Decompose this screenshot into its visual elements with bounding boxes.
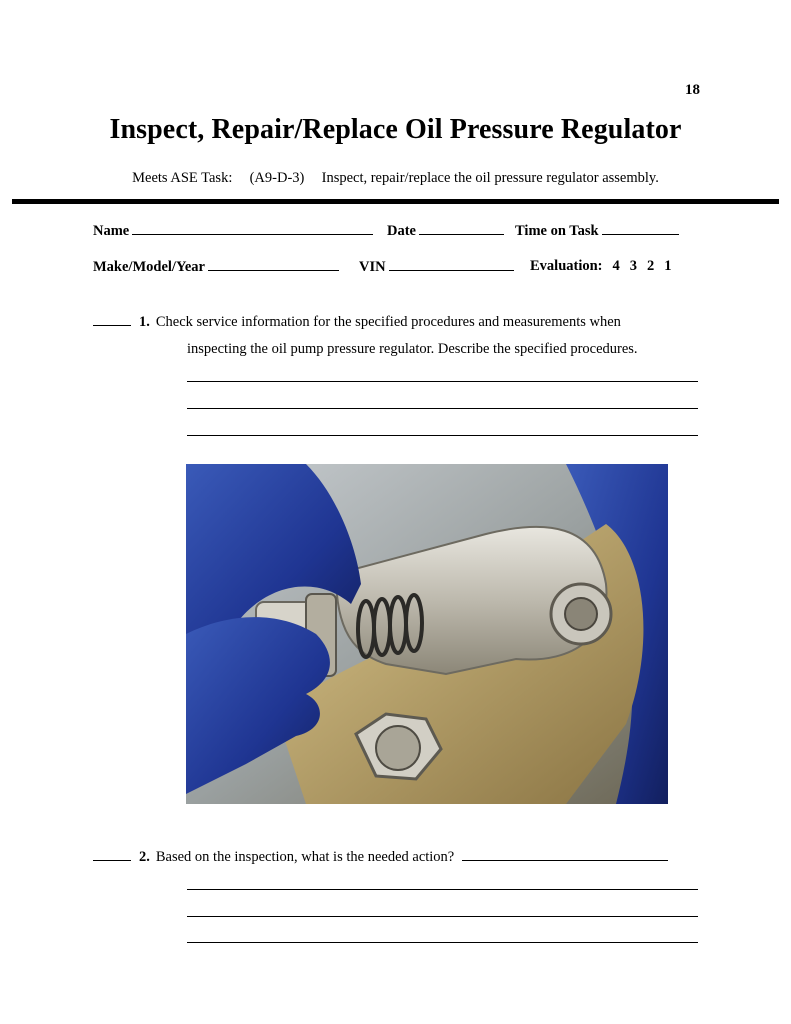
question-1-number: 1. <box>139 314 150 330</box>
ase-task-line <box>0 170 791 187</box>
vin-label: VIN <box>359 259 386 275</box>
vehicle-field[interactable] <box>93 258 339 276</box>
answer-line[interactable] <box>187 408 698 409</box>
date-label: Date <box>387 223 416 239</box>
ase-task-label: Meets ASE Task: <box>132 170 233 186</box>
time-on-task-blank[interactable] <box>602 222 679 235</box>
oil-pressure-regulator-photo <box>186 464 668 804</box>
evaluation-score-3[interactable]: 3 <box>629 258 638 274</box>
regulator-photo-illustration <box>186 464 668 804</box>
vin-blank[interactable] <box>389 258 514 271</box>
vin-field[interactable] <box>359 258 514 276</box>
answer-line[interactable] <box>187 381 698 382</box>
question-1 <box>93 313 621 331</box>
evaluation-score-2[interactable]: 2 <box>647 258 655 274</box>
answer-line[interactable] <box>187 435 698 436</box>
question-2-number: 2. <box>139 849 150 865</box>
page-number: 18 <box>685 82 700 98</box>
question-2-check-blank[interactable] <box>93 848 131 861</box>
question-2-text: Based on the inspection, what is the needed action? <box>155 849 455 865</box>
date-blank[interactable] <box>419 222 504 235</box>
header-divider <box>12 199 779 204</box>
question-2 <box>93 848 668 866</box>
answer-line[interactable] <box>187 916 698 917</box>
evaluation-score-1[interactable]: 1 <box>664 258 672 274</box>
ase-task-description: Inspect, repair/replace the oil pressure regulator assembly. <box>321 170 659 186</box>
evaluation-field <box>530 258 672 275</box>
page-title: Inspect, Repair/Replace Oil Pressure Regulator <box>109 114 682 145</box>
name-label: Name <box>93 223 130 239</box>
date-field[interactable] <box>387 222 504 240</box>
question-1-check-blank[interactable] <box>93 313 131 326</box>
time-on-task-field[interactable] <box>515 222 679 240</box>
evaluation-score-4[interactable]: 4 <box>612 258 620 274</box>
name-field[interactable] <box>93 222 373 240</box>
answer-line[interactable] <box>187 889 698 890</box>
name-blank[interactable] <box>132 222 373 235</box>
vehicle-label: Make/Model/Year <box>93 259 205 275</box>
time-on-task-label: Time on Task <box>515 223 599 239</box>
question-1-text: Check service information for the specified procedures and measurements when <box>155 314 621 330</box>
answer-line[interactable] <box>187 942 698 943</box>
vehicle-blank[interactable] <box>208 258 339 271</box>
evaluation-label: Evaluation: <box>530 258 603 274</box>
ase-task-code: (A9-D-3) <box>249 170 305 186</box>
question-1-text-continued: inspecting the oil pump pressure regulator. Describe the specified procedures. <box>187 341 638 357</box>
question-2-answer-blank[interactable] <box>462 848 668 861</box>
